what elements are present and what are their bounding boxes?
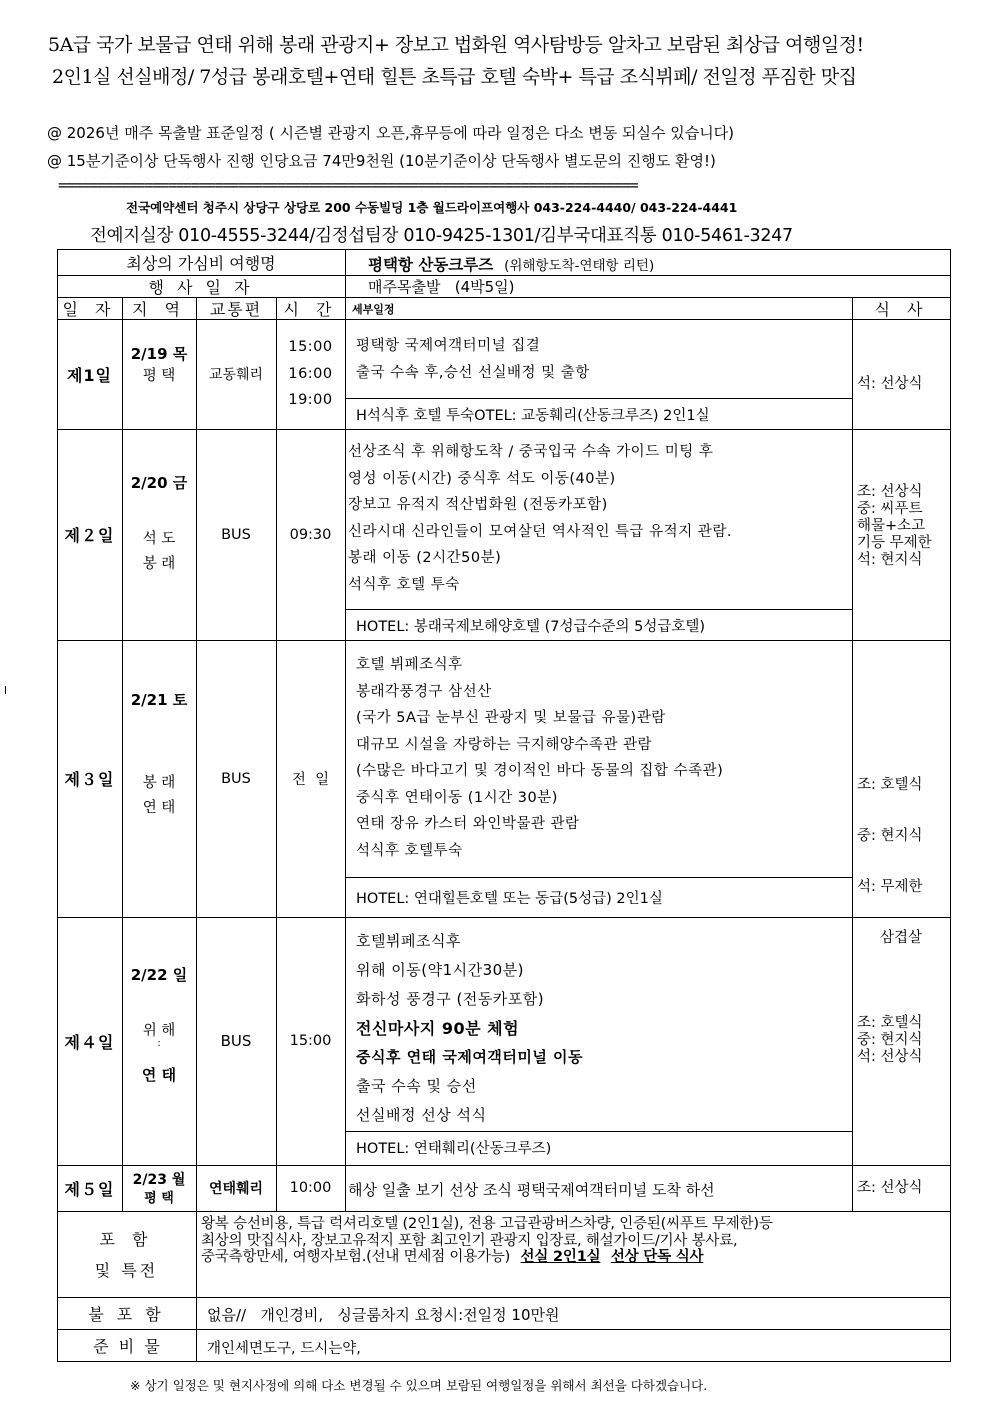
note-schedule: @ 2026년 매주 목출발 표준일정 ( 시즌별 관광지 오픈,휴무등에 따라 일정은 다소 변동 되실수 있습니다) <box>47 124 735 142</box>
day-3-date: 2/21 토 <box>130 691 188 709</box>
day-4-region-1: 위 해 <box>142 1023 176 1039</box>
day-4-region-sep: : <box>157 1038 161 1049</box>
prepare-label: 준 비 물 <box>93 1337 160 1356</box>
day-1-transport: 교동훼리 <box>208 367 264 383</box>
schedule-line: (국가 5A급 눈부신 관광지 및 보물급 유물)관람 <box>356 710 666 726</box>
col-header-day: 일 자 <box>62 299 117 319</box>
day-4-time: 15:00 <box>289 1033 332 1049</box>
prepare-value: 개인세면도구, 드시는약, <box>207 1341 361 1357</box>
day-2-schedule <box>348 439 732 598</box>
include-cabin: 선실 2인1실 <box>520 1249 601 1265</box>
schedule-line: 봉래 이동 (2시간50분) <box>348 550 502 566</box>
include-line: 왕복 승선비용, 특급 럭셔리호텔 (2인1실), 전용 고급관광버스차량, 인증된(씨푸트 무제한)등 <box>201 1216 773 1232</box>
day-2-date: 2/20 금 <box>130 474 188 492</box>
include-line <box>201 1249 773 1266</box>
meal-line: 석: 선상식 <box>857 376 923 392</box>
day-2-hotel: HOTEL: 봉래국제보해양호텔 (7성급수준의 5성급호텔) <box>356 619 706 635</box>
day-3-hotel: HOTEL: 연대힐튼호텔 또는 동급(5성급) 2인1실 <box>356 891 663 907</box>
day-4-schedule <box>356 927 583 1130</box>
schedule-line: 봉래각풍경구 삼선산 <box>356 683 492 700</box>
title-line-1: 5A급 국가 보물급 연태 위해 봉래 관광지+ 장보고 법화원 역사탐방등 알차고 보람된 최상급 여행일정! <box>48 34 864 56</box>
meal-line: 조: 호텔식 <box>857 1015 923 1031</box>
time-item: 16:00 <box>288 365 333 382</box>
trip-name-value <box>368 253 654 275</box>
event-date-value: 매주목출발 (4박5일) <box>368 278 515 296</box>
separator-line: ========================================================================== <box>58 176 638 194</box>
meal-line: 조: 호텔식 <box>857 777 923 793</box>
day-2-region-2: 봉 래 <box>142 556 176 572</box>
schedule-line: 대규모 시설을 자랑하는 극지해양수족관 관람 <box>356 736 653 753</box>
schedule-line: 호텔뷔페조식후 <box>356 932 461 950</box>
schedule-line: 신라시대 신라인들이 모여살던 역사적인 특급 유적지 관람. <box>348 523 732 540</box>
schedule-line: 평택항 국제여객터미널 집결 <box>356 338 541 354</box>
include-dining: 선상 단독 식사 <box>610 1249 704 1265</box>
include-content <box>201 1216 773 1266</box>
note-price: @ 15분기준이상 단독행사 진행 인당요금 74만9천원 (10분기준이상 단독행사 별도문의 진행도 환영!) <box>47 152 716 170</box>
schedule-line: 중식후 연태이동 (1시간 30분) <box>356 789 558 806</box>
schedule-line: 중식후 연태 국제여객터미널 이동 <box>356 1048 584 1066</box>
schedule-line: 장보고 유적지 적산법화원 (전동카포함) <box>348 497 608 513</box>
day-1-label: 제1일 <box>66 365 113 385</box>
meal-line: 조: 선상식 <box>857 1180 923 1196</box>
meal-line: 중: 현지식 <box>857 1032 923 1048</box>
meal-line: 석: 현지식 <box>857 552 923 568</box>
schedule-line: 화하성 풍경구 (전동카포함) <box>356 990 545 1008</box>
col-header-transport: 교통편 <box>209 299 263 319</box>
col-header-detail: 세부일정 <box>352 303 395 316</box>
trip-name-text: 평택항 산동크루즈 <box>368 256 494 274</box>
day-3-region-2: 연 태 <box>142 800 176 816</box>
meal-line: 석: 무제한 <box>857 879 923 895</box>
schedule-line: 출국 수속 후,승선 선실배정 및 출항 <box>356 364 590 381</box>
meal-line: 중: 씨푸트 <box>857 501 923 517</box>
contact-phones: 전예지실장 010-4555-3244/김정섭팀장 010-9425-1301/김부국대표직통 010-5461-3247 <box>90 226 793 246</box>
day-5-transport: 연태훼리 <box>208 1181 264 1197</box>
day-4-hotel: HOTEL: 연태훼리(산동크루즈) <box>356 1141 552 1157</box>
footer-note: ※ 상기 일정은 및 현지사정에 의해 다소 변경될 수 있으며 보람된 여행일정을 위해서 최선을 다하겠습니다. <box>130 1378 708 1393</box>
schedule-line: 석식후 호텔 투숙 <box>348 576 460 593</box>
time-item: 19:00 <box>288 392 333 408</box>
day-2-label: 제２일 <box>64 526 115 545</box>
schedule-line: 위해 이동(약1시간30분) <box>356 961 525 979</box>
schedule-line: 석식후 호텔투숙 <box>356 842 463 859</box>
day-5-region: 평 택 <box>144 1191 174 1206</box>
schedule-line: 연태 장유 카스터 와인박물관 관람 <box>356 816 580 832</box>
day-3-region-1: 봉 래 <box>142 775 176 791</box>
meal-line: 삼겹살 <box>857 930 923 946</box>
day-5-date: 2/23 월 <box>132 1172 186 1188</box>
day-2-time: 09:30 <box>289 526 332 543</box>
title-line-2: 2인1실 선실배정/ 7성급 봉래호텔+연태 힐튼 초특급 호텔 숙박+ 특급 조식뷔페/ 전일정 푸짐한 맛집 <box>52 66 857 88</box>
col-header-time: 시 간 <box>283 299 338 319</box>
schedule-line: 영성 이동(시간) 중식후 석도 이동(40분) <box>348 470 616 487</box>
day-5-schedule: 해상 일출 보기 선상 조식 평택국제여객터미널 도착 하선 <box>348 1181 715 1199</box>
schedule-line: (수많은 바다고기 및 경이적인 바다 동물의 집합 수족관) <box>356 763 724 779</box>
day-3-transport: BUS <box>221 770 251 787</box>
exclude-label: 불 포 함 <box>88 1304 165 1324</box>
meal-line: 중: 현지식 <box>857 828 923 844</box>
meal-line: 석: 선상식 <box>857 1049 923 1065</box>
day-5-meals <box>857 1180 923 1197</box>
exclude-value: 없음// 개인경비, 싱글룸차지 요청시:전일정 10만원 <box>207 1306 560 1324</box>
include-label-2: 및 특전 <box>94 1261 159 1280</box>
event-date-label: 행 사 일 자 <box>148 277 254 297</box>
schedule-line: 선실배정 선상 석식 <box>356 1106 487 1124</box>
day-5-label: 제５일 <box>64 1179 115 1199</box>
day-4-region-2: 연 태 <box>141 1066 177 1084</box>
meal-line: 조: 선상식 <box>857 484 923 500</box>
day-1-region: 평 택 <box>142 368 176 384</box>
day-4-meals <box>857 1015 923 1066</box>
time-item: 15:00 <box>288 339 333 355</box>
day-1-hotel: H석식후 호텔 투숙OTEL: 교동훼리(산동크루즈) 2인1실 <box>356 408 710 424</box>
include-line: 최상의 맛집식사, 장보고유적지 포함 최고인기 관광지 입장료, 해설가이드/기사 봉사료, <box>201 1232 738 1249</box>
day-4-label: 제４일 <box>64 1032 115 1052</box>
schedule-line: 출국 수속 및 승선 <box>356 1077 477 1095</box>
day-3-schedule <box>356 652 723 864</box>
day-1-schedule <box>356 333 590 386</box>
margin-mark <box>5 686 6 694</box>
schedule-line: 호텔 뷔페조식후 <box>356 657 463 673</box>
day-3-meals <box>857 743 923 964</box>
day-1-date: 2/19 목 <box>130 345 188 363</box>
day-3-time: 전 일 <box>291 772 330 788</box>
schedule-line: 전신마사지 90분 체험 <box>356 1019 520 1038</box>
day-5-time: 10:00 <box>289 1180 332 1196</box>
day-2-region-1: 석 도 <box>142 531 176 547</box>
col-header-meal: 식 사 <box>874 299 929 319</box>
day-4-date: 2/22 일 <box>130 966 188 984</box>
day-4-transport: BUS <box>220 1032 252 1050</box>
include-text: 중국측항만세, 여행자보험.(선내 면세점 이용가능) <box>201 1249 511 1265</box>
trip-name-note: (위해항도착-연태항 리턴) <box>504 258 655 274</box>
contact-address: 전국예약센터 청주시 상당구 상당로 200 수동빌딩 1층 월드라이프여행사 043-224-4440/ 043-224-4441 <box>126 200 738 215</box>
col-header-region: 지 역 <box>132 299 186 319</box>
trip-name-label: 최상의 가심비 여행명 <box>126 253 276 273</box>
meal-line: 해물+소고 <box>857 518 926 534</box>
meal-line: 기등 무제한 <box>857 535 932 551</box>
schedule-line: 선상조식 후 위해항도착 / 중국입국 수속 가이드 미팅 후 <box>348 444 714 460</box>
day-2-meals <box>857 484 932 569</box>
day-1-times <box>276 334 345 414</box>
day-3-label: 제３일 <box>64 770 115 789</box>
day-1-meals <box>857 376 923 393</box>
day-2-transport: BUS <box>221 526 251 543</box>
include-label-1: 포 함 <box>99 1230 154 1249</box>
